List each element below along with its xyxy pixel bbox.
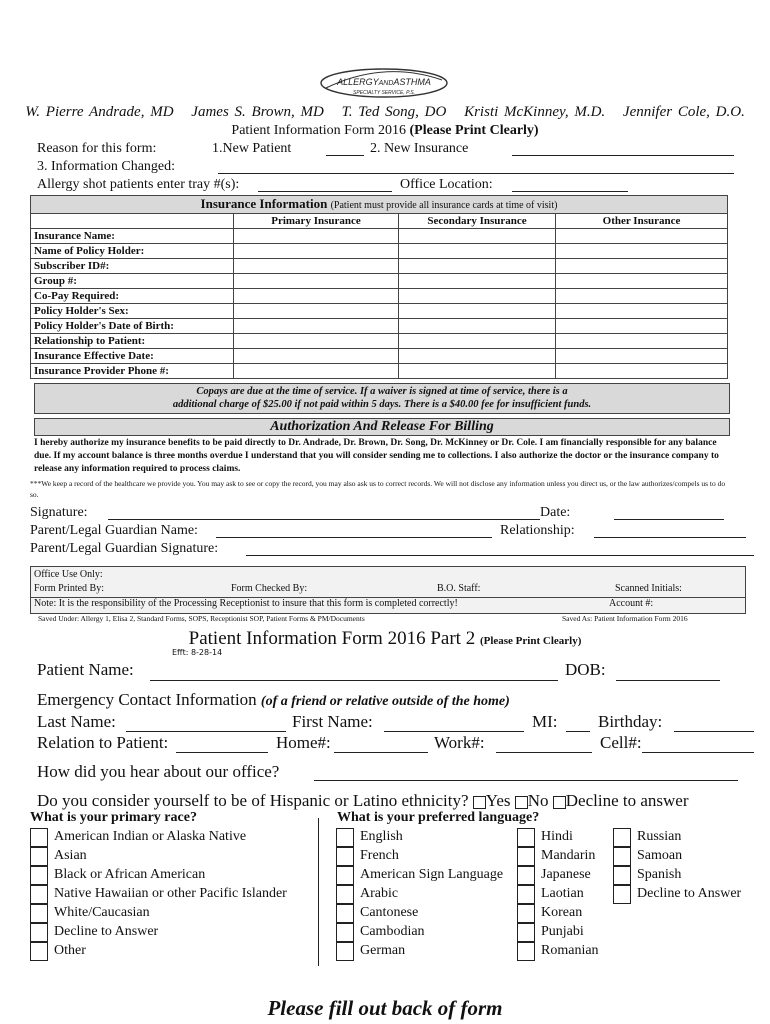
race-option: Black or African American (54, 867, 206, 882)
language-option: Hindi (541, 829, 573, 844)
first-name-field[interactable] (384, 731, 524, 732)
home-label: Home#: (276, 733, 331, 752)
language-option: Decline to Answer (637, 886, 742, 901)
hispanic-yes-checkbox[interactable] (473, 796, 486, 809)
race-checkbox[interactable] (30, 923, 48, 942)
new-patient-blank[interactable] (326, 155, 364, 156)
saved-under: Saved Under: Allergy 1, Elisa 2, Standard Forms, SOPS, Receptionist SOP, Patient Forms & PM/Documents (38, 614, 365, 623)
language-option: Romanian (541, 943, 599, 958)
language-option: Cantonese (360, 905, 419, 920)
office-use-box (30, 566, 746, 614)
relationship-line[interactable] (594, 537, 746, 538)
privacy-note: ***We keep a record of the healthcare we provide you. You may ask to see or copy the record, you may also ask us to correct records. We will not disclose any information unless you direct us, or the law authorizes/compels us to do so. (30, 479, 726, 499)
table-row: Policy Holder's Sex: (31, 304, 728, 319)
language-checkbox[interactable] (336, 828, 354, 847)
language-checkbox[interactable] (336, 866, 354, 885)
language-option: Mandarin (541, 848, 596, 863)
relation-field[interactable] (176, 752, 268, 753)
date-line[interactable] (614, 519, 724, 520)
table-row: Insurance Effective Date: (31, 349, 728, 364)
account-number: Account #: (609, 598, 654, 609)
guardian-signature-line[interactable] (246, 555, 754, 556)
race-title: What is your primary race? (30, 810, 197, 825)
hispanic-decline-checkbox[interactable] (553, 796, 566, 809)
office-use-title: Office Use Only: (34, 569, 103, 580)
language-checkbox[interactable] (517, 904, 535, 923)
language-checkbox[interactable] (517, 828, 535, 847)
svg-text:ALLERGYANDASTHMA: ALLERGYANDASTHMA (337, 77, 431, 87)
language-checkbox[interactable] (336, 904, 354, 923)
doctor-name: Jennifer Cole, D.O. (622, 104, 745, 120)
hispanic-question: Do you consider yourself to be of Hispanic or Latino ethnicity? Yes No Decline to answer (37, 791, 689, 810)
language-checkbox[interactable] (517, 866, 535, 885)
insurance-header: Insurance Information (Patient must provide all insurance cards at time of visit) (31, 196, 728, 214)
auth-text: I hereby authorize my insurance benefits to be paid directly to Dr. Andrade, Dr. Brown, Dr. Song, Dr. McKinney or Dr. Cole. I am financially responsible for any balance due. If my account balance is three months overdue I understand that you will consider sending me to collections. I also authorize the doctor or the insurance company to release any information required to process claims. (34, 438, 719, 474)
race-option: Decline to Answer (54, 924, 159, 939)
race-option: Asian (54, 848, 87, 863)
language-option: French (360, 848, 399, 863)
tray-blank[interactable] (258, 191, 392, 192)
primary-insurance-header: Primary Insurance (234, 214, 399, 229)
birthday-field[interactable] (674, 731, 754, 732)
footer-instruction: Please fill out back of form (267, 996, 503, 1020)
new-patient-option: 1.New Patient (212, 141, 292, 156)
table-row: Relationship to Patient: (31, 334, 728, 349)
auth-title: Authorization And Release For Billing (34, 418, 730, 436)
first-name-label: First Name: (292, 712, 373, 731)
dob-field[interactable] (616, 680, 720, 681)
language-option: Cambodian (360, 924, 425, 939)
language-option: Arabic (360, 886, 399, 901)
copay-notice: Copays are due at the time of service. If a waiver is signed at time of service, there is a additional charge of $25.00 if not paid within 5 days. There is a $40.00 fee for insufficient funds. (34, 383, 730, 414)
form-checked-by: Form Checked By: (231, 583, 308, 594)
saved-as: Saved As: Patient Information Form 2016 (562, 614, 688, 623)
reason-label: Reason for this form: (37, 141, 157, 156)
language-checkbox[interactable] (613, 885, 631, 904)
language-checkbox[interactable] (613, 866, 631, 885)
doctor-list (0, 104, 770, 121)
doctor-name: Kristi McKinney, M.D. (464, 104, 606, 120)
effective-date: Efft: 8-28-14 (172, 648, 223, 657)
language-option: Laotian (541, 886, 584, 901)
language-checkbox[interactable] (517, 847, 535, 866)
cell-label: Cell#: (600, 733, 642, 752)
table-row: Co-Pay Required: (31, 289, 728, 304)
language-checkbox[interactable] (517, 923, 535, 942)
race-checkbox[interactable] (30, 847, 48, 866)
language-option: Korean (541, 905, 583, 920)
language-option: Punjabi (541, 924, 584, 939)
date-label: Date: (540, 505, 571, 520)
hear-label: How did you hear about our office? (37, 762, 280, 781)
table-row: Insurance Provider Phone #: (31, 364, 728, 379)
language-checkbox[interactable] (517, 942, 535, 961)
doctor-name: James S. Brown, MD (191, 104, 324, 120)
form-title: Patient Information Form 2016 (Please Print Clearly) (231, 123, 539, 138)
office-location-blank[interactable] (512, 191, 628, 192)
race-checkbox[interactable] (30, 942, 48, 961)
new-insurance-option: 2. New Insurance (370, 141, 469, 156)
work-label: Work#: (434, 733, 485, 752)
table-row: Name of Policy Holder: (31, 244, 728, 259)
new-insurance-blank[interactable] (512, 155, 734, 156)
svg-text:SPECIALTY SERVICE, P.S.: SPECIALTY SERVICE, P.S. (353, 90, 415, 96)
language-checkbox[interactable] (517, 885, 535, 904)
language-checkbox[interactable] (613, 828, 631, 847)
patient-name-label: Patient Name: (37, 660, 134, 679)
mi-field[interactable] (566, 731, 590, 732)
emergency-title: Emergency Contact Information (of a friend or relative outside of the home) (37, 690, 510, 709)
clinic-logo (318, 66, 450, 100)
race-checkbox[interactable] (30, 828, 48, 847)
language-option: English (360, 829, 403, 844)
last-name-field[interactable] (126, 731, 286, 732)
birthday-label: Birthday: (598, 712, 663, 731)
race-checkbox[interactable] (30, 885, 48, 904)
language-option: Japanese (541, 867, 591, 882)
race-option: Other (54, 943, 86, 958)
relation-label: Relation to Patient: (37, 733, 169, 752)
race-option: White/Caucasian (54, 905, 150, 920)
table-row: Insurance Name: (31, 229, 728, 244)
guardian-name-label: Parent/Legal Guardian Name: (30, 523, 198, 538)
work-field[interactable] (496, 752, 592, 753)
bo-staff: B.O. Staff: (437, 583, 481, 594)
scanned-initials: Scanned Initials: (615, 583, 682, 594)
cell-field[interactable] (642, 752, 754, 753)
tray-label: Allergy shot patients enter tray #(s): (37, 177, 240, 192)
form-printed-by: Form Printed By: (34, 583, 105, 594)
hear-field[interactable] (314, 780, 738, 781)
race-checkbox[interactable] (30, 904, 48, 923)
doctor-name: T. Ted Song, DO (341, 104, 447, 120)
relationship-label: Relationship: (500, 523, 575, 538)
table-row: Policy Holder's Date of Birth: (31, 319, 728, 334)
race-checkbox[interactable] (30, 866, 48, 885)
other-insurance-header: Other Insurance (556, 214, 728, 229)
language-checkbox[interactable] (336, 847, 354, 866)
race-option: American Indian or Alaska Native (54, 829, 247, 844)
signature-label: Signature: (30, 505, 88, 520)
guardian-signature-label: Parent/Legal Guardian Signature: (30, 541, 219, 556)
language-option: Spanish (637, 867, 682, 882)
language-checkbox[interactable] (336, 942, 354, 961)
language-option: American Sign Language (360, 867, 504, 882)
guardian-name-line[interactable] (216, 537, 492, 538)
part2-title: Patient Information Form 2016 Part 2 (Please Print Clearly) (188, 628, 582, 649)
insurance-table (30, 195, 728, 379)
home-field[interactable] (334, 752, 428, 753)
patient-name-field[interactable] (150, 680, 558, 681)
hispanic-no-checkbox[interactable] (515, 796, 528, 809)
table-row: Group #: (31, 274, 728, 289)
divider (318, 818, 319, 966)
office-note: Note: It is the responsibility of the Processing Receptionist to insure that this form is completed correctly! (34, 598, 458, 609)
language-option: Russian (637, 829, 682, 844)
language-checkbox[interactable] (336, 885, 354, 904)
secondary-insurance-header: Secondary Insurance (399, 214, 556, 229)
language-checkbox[interactable] (613, 847, 631, 866)
doctor-name: W. Pierre Andrade, MD (25, 104, 174, 120)
language-checkbox[interactable] (336, 923, 354, 942)
table-row: Subscriber ID#: (31, 259, 728, 274)
language-option: German (360, 943, 406, 958)
last-name-label: Last Name: (37, 712, 116, 731)
office-location-label: Office Location: (400, 177, 493, 192)
info-changed-blank[interactable] (218, 173, 734, 174)
signature-line[interactable] (108, 519, 540, 520)
language-title: What is your preferred language? (337, 810, 540, 825)
mi-label: MI: (532, 712, 558, 731)
race-option: Native Hawaiian or other Pacific Islander (54, 886, 287, 901)
dob-label: DOB: (565, 660, 606, 679)
info-changed-option: 3. Information Changed: (37, 159, 176, 174)
language-option: Samoan (637, 848, 683, 863)
